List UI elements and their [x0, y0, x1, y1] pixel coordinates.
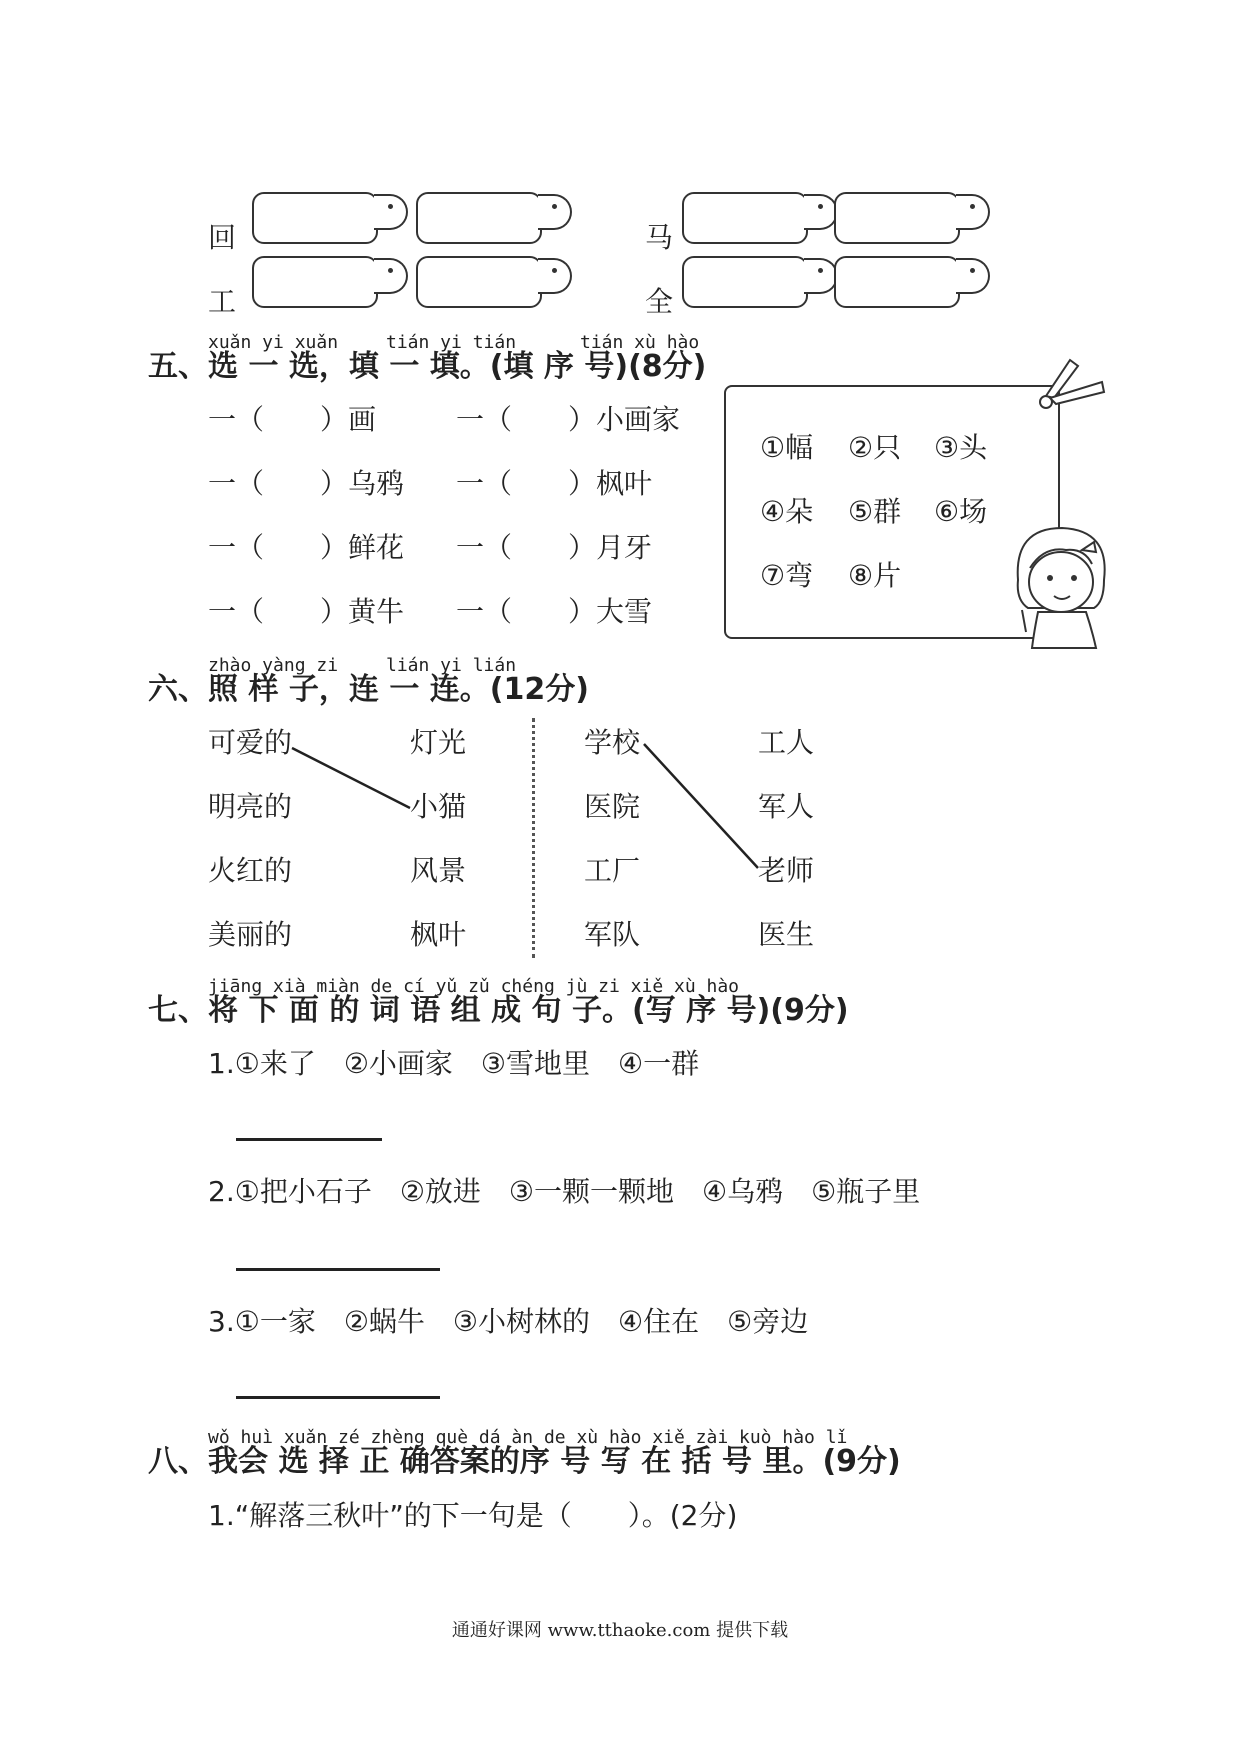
pinyin-2: lián yi lián [386, 655, 517, 676]
fill-left-2[interactable]: 一（ ）乌鸦 [208, 467, 405, 500]
question-1: 1.“解落三秋叶”的下一句是（ ）。(2分) [208, 1499, 738, 1532]
answer-line-2[interactable] [236, 1268, 440, 1271]
adj-1[interactable]: 可爱的 [208, 726, 293, 759]
char-left-2: 工 [208, 285, 237, 318]
pinyin-3: tián xù hào [580, 332, 700, 353]
pinyin: wǒ huì xuǎn zé zhèng què dá àn de xù hào xiě zài kuò hào lǐ [208, 1427, 848, 1448]
fill-right-4[interactable]: 一（ ）大雪 [456, 595, 653, 628]
fill-right-1[interactable]: 一（ ）小画家 [456, 403, 681, 436]
person-1[interactable]: 工人 [758, 726, 815, 759]
noun-4[interactable]: 枫叶 [410, 918, 467, 951]
fill-left-3[interactable]: 一（ ）鲜花 [208, 531, 405, 564]
fill-right-2[interactable]: 一（ ）枫叶 [456, 467, 653, 500]
person-2[interactable]: 军人 [758, 790, 815, 823]
option-4: ④朵 [760, 495, 814, 528]
adj-3[interactable]: 火红的 [208, 854, 293, 887]
noun-3[interactable]: 风景 [410, 854, 467, 887]
option-5: ⑤群 [848, 495, 902, 528]
char-right-2: 全 [645, 285, 674, 318]
answer-line-1[interactable] [236, 1138, 382, 1141]
fill-left-1[interactable]: 一（ ）画 [208, 403, 377, 436]
sentence-item-1: 1.①来了 ②小画家 ③雪地里 ④一群 [208, 1047, 700, 1080]
fill-left-4[interactable]: 一（ ）黄牛 [208, 595, 405, 628]
sentence-item-2: 2.①把小石子 ②放进 ③一颗一颗地 ④乌鸦 ⑤瓶子里 [208, 1175, 921, 1208]
option-8: ⑧片 [848, 559, 902, 592]
person-4[interactable]: 医生 [758, 918, 815, 951]
pinyin-1: zhào yàng zi [208, 655, 339, 676]
place-1[interactable]: 学校 [584, 726, 641, 759]
section8-title: 八、我会 选 择 正 确答案的序 号 写 在 括 号 里。(9分) [148, 1444, 901, 1479]
option-3: ③头 [934, 431, 988, 464]
noun-2[interactable]: 小猫 [410, 790, 467, 823]
pinyin-2: tián yi tián [386, 332, 517, 353]
pinyin: jiāng xià miàn de cí yǔ zǔ chéng jù zi xiě xù hào [208, 976, 740, 997]
sentence-item-3: 3.①一家 ②蜗牛 ③小树林的 ④住在 ⑤旁边 [208, 1305, 809, 1338]
fill-right-3[interactable]: 一（ ）月牙 [456, 531, 653, 564]
section6-title: 六、照 样 子，连 一 连。(12分) [148, 672, 589, 707]
char-left-1: 回 [208, 221, 237, 254]
adj-4[interactable]: 美丽的 [208, 918, 293, 951]
adj-2[interactable]: 明亮的 [208, 790, 293, 823]
section5-title: 五、选 一 选，填 一 填。(填 序 号)(8分) [148, 349, 707, 384]
footer: 通通好课网 www.tthaoke.com 提供下载 [451, 1620, 789, 1641]
person-3[interactable]: 老师 [758, 854, 815, 887]
place-4[interactable]: 军队 [584, 918, 641, 951]
option-2: ②只 [848, 431, 902, 464]
option-6: ⑥场 [934, 495, 988, 528]
section7-title: 七、将 下 面 的 词 语 组 成 句 子。(写 序 号)(9分) [148, 993, 849, 1028]
option-7: ⑦弯 [760, 559, 814, 592]
place-2[interactable]: 医院 [584, 790, 641, 823]
place-3[interactable]: 工厂 [584, 854, 641, 887]
noun-1[interactable]: 灯光 [410, 726, 467, 759]
char-right-1: 马 [645, 221, 674, 254]
option-1: ①幅 [760, 431, 814, 464]
answer-line-3[interactable] [236, 1396, 440, 1399]
pinyin-1: xuǎn yi xuǎn [208, 332, 339, 353]
